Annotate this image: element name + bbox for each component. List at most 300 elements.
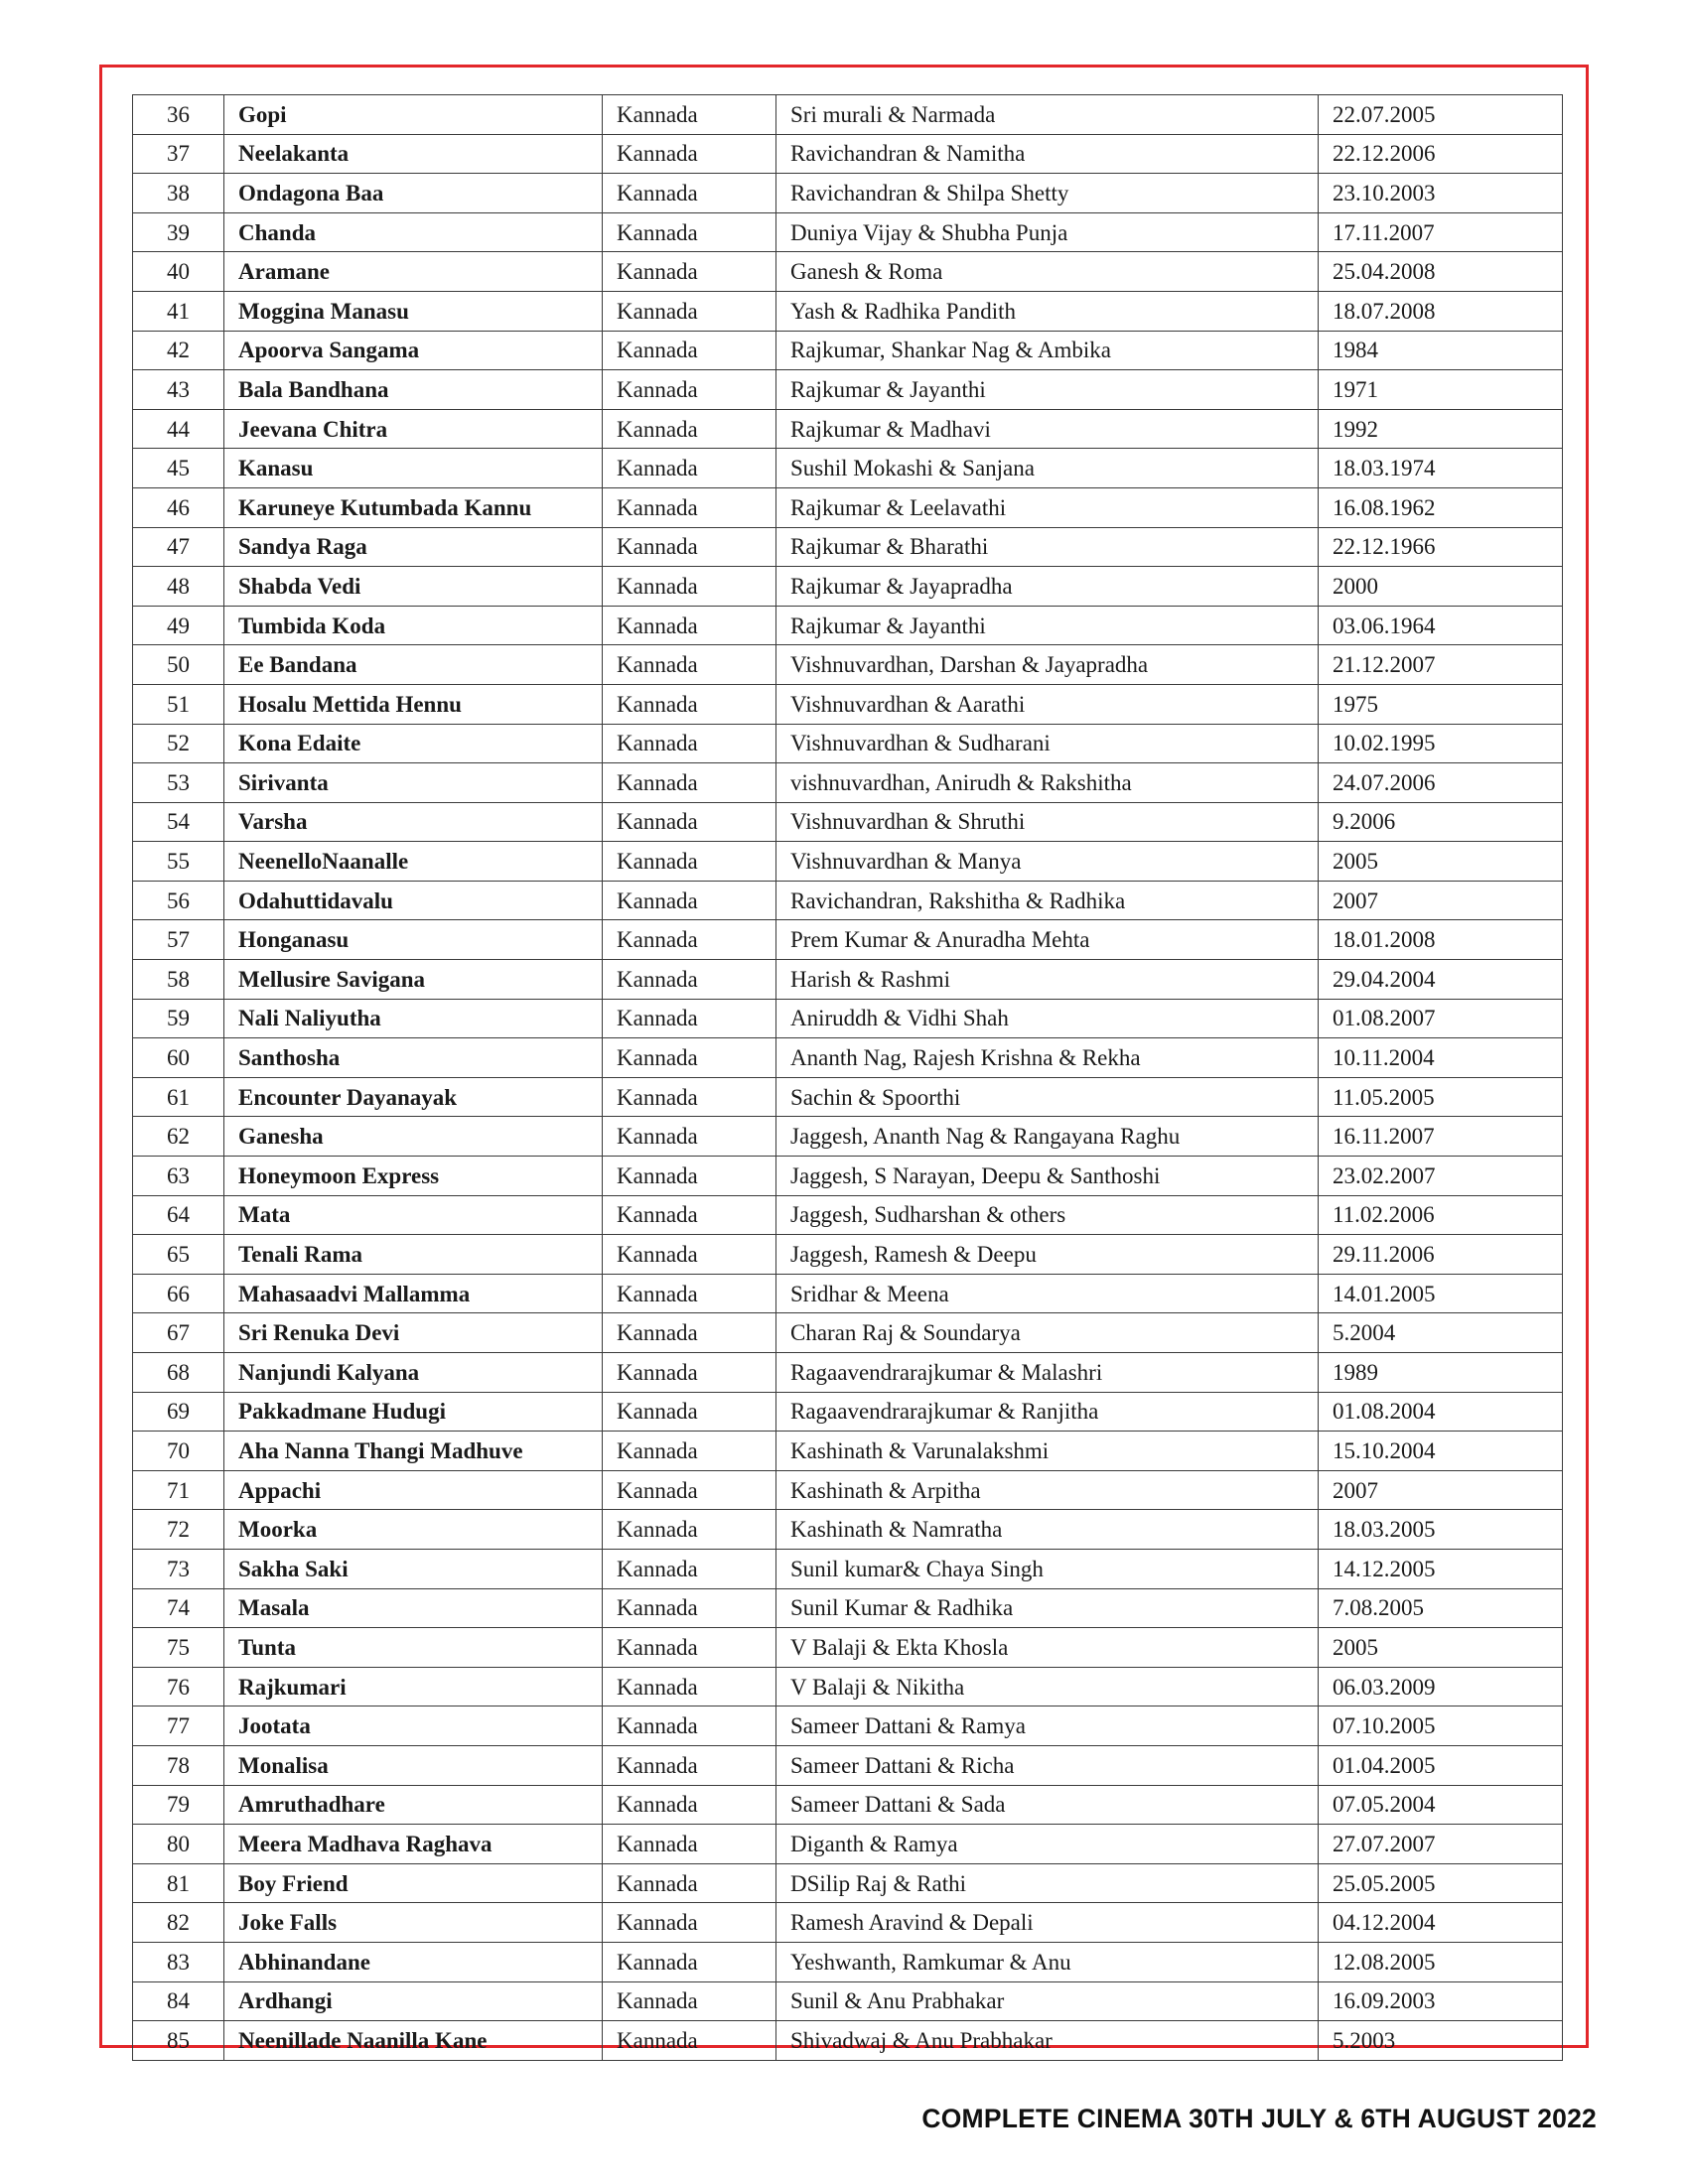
- cell-release-date: 1971: [1319, 370, 1563, 410]
- table-row: [133, 1863, 1563, 1903]
- table-row: [133, 1549, 1563, 1588]
- table-row: [133, 1628, 1563, 1668]
- cell-film-title: Mahasaadvi Mallamma: [224, 1274, 603, 1313]
- cell-serial-number: 81: [133, 1863, 224, 1903]
- cell-release-date: 9.2006: [1319, 802, 1563, 842]
- cell-cast: Sri murali & Narmada: [776, 95, 1319, 135]
- cell-film-title: Sandya Raga: [224, 527, 603, 567]
- cell-film-title: Moggina Manasu: [224, 291, 603, 331]
- cell-serial-number: 49: [133, 606, 224, 645]
- cell-release-date: 25.04.2008: [1319, 252, 1563, 292]
- cell-language: Kannada: [603, 999, 776, 1038]
- cell-film-title: Apoorva Sangama: [224, 331, 603, 370]
- table-row: [133, 1313, 1563, 1353]
- cell-language: Kannada: [603, 1785, 776, 1825]
- film-list-table: [132, 94, 1563, 2061]
- cell-film-title: Gopi: [224, 95, 603, 135]
- cell-language: Kannada: [603, 1038, 776, 1078]
- cell-film-title: Pakkadmane Hudugi: [224, 1392, 603, 1432]
- cell-serial-number: 69: [133, 1392, 224, 1432]
- cell-release-date: 22.12.2006: [1319, 134, 1563, 174]
- table-row: [133, 1077, 1563, 1117]
- table-row: [133, 95, 1563, 135]
- cell-language: Kannada: [603, 881, 776, 920]
- cell-film-title: Masala: [224, 1588, 603, 1628]
- table-row: [133, 1157, 1563, 1196]
- cell-cast: Rajkumar & Jayapradha: [776, 567, 1319, 607]
- cell-cast: Jaggesh, Sudharshan & others: [776, 1195, 1319, 1235]
- cell-film-title: Jeevana Chitra: [224, 409, 603, 449]
- cell-film-title: Nali Naliyutha: [224, 999, 603, 1038]
- cell-release-date: 16.11.2007: [1319, 1117, 1563, 1157]
- cell-cast: Rajkumar, Shankar Nag & Ambika: [776, 331, 1319, 370]
- cell-language: Kannada: [603, 1863, 776, 1903]
- cell-language: Kannada: [603, 724, 776, 763]
- cell-serial-number: 52: [133, 724, 224, 763]
- cell-film-title: Varsha: [224, 802, 603, 842]
- cell-release-date: 1989: [1319, 1353, 1563, 1393]
- table-row: [133, 1235, 1563, 1275]
- cell-serial-number: 75: [133, 1628, 224, 1668]
- cell-release-date: 2007: [1319, 881, 1563, 920]
- cell-serial-number: 73: [133, 1549, 224, 1588]
- cell-release-date: 07.05.2004: [1319, 1785, 1563, 1825]
- cell-release-date: 10.02.1995: [1319, 724, 1563, 763]
- cell-release-date: 27.07.2007: [1319, 1825, 1563, 1864]
- cell-language: Kannada: [603, 487, 776, 527]
- cell-cast: Ganesh & Roma: [776, 252, 1319, 292]
- cell-language: Kannada: [603, 763, 776, 803]
- cell-film-title: Sirivanta: [224, 763, 603, 803]
- cell-serial-number: 45: [133, 449, 224, 488]
- cell-language: Kannada: [603, 1588, 776, 1628]
- cell-film-title: Tunta: [224, 1628, 603, 1668]
- cell-language: Kannada: [603, 1432, 776, 1471]
- table-row: [133, 1392, 1563, 1432]
- table-row: [133, 1667, 1563, 1706]
- cell-language: Kannada: [603, 1313, 776, 1353]
- cell-film-title: Appachi: [224, 1470, 603, 1510]
- cell-language: Kannada: [603, 606, 776, 645]
- table-row: [133, 1195, 1563, 1235]
- cell-language: Kannada: [603, 95, 776, 135]
- cell-release-date: 29.04.2004: [1319, 960, 1563, 1000]
- table-row: [133, 1117, 1563, 1157]
- cell-film-title: Amruthadhare: [224, 1785, 603, 1825]
- cell-film-title: Sakha Saki: [224, 1549, 603, 1588]
- cell-film-title: Neelakanta: [224, 134, 603, 174]
- cell-language: Kannada: [603, 1392, 776, 1432]
- cell-cast: Ravichandran & Shilpa Shetty: [776, 174, 1319, 213]
- cell-serial-number: 47: [133, 527, 224, 567]
- table-row: [133, 134, 1563, 174]
- cell-cast: Sunil kumar& Chaya Singh: [776, 1549, 1319, 1588]
- cell-serial-number: 83: [133, 1942, 224, 1981]
- cell-release-date: 24.07.2006: [1319, 763, 1563, 803]
- cell-film-title: Monalisa: [224, 1745, 603, 1785]
- cell-film-title: Mellusire Savigana: [224, 960, 603, 1000]
- cell-release-date: 1984: [1319, 331, 1563, 370]
- table-row: [133, 331, 1563, 370]
- cell-film-title: Boy Friend: [224, 1863, 603, 1903]
- cell-release-date: 18.01.2008: [1319, 920, 1563, 960]
- cell-cast: Rajkumar & Madhavi: [776, 409, 1319, 449]
- cell-serial-number: 42: [133, 331, 224, 370]
- cell-serial-number: 40: [133, 252, 224, 292]
- cell-film-title: Odahuttidavalu: [224, 881, 603, 920]
- cell-language: Kannada: [603, 1117, 776, 1157]
- table-row: [133, 1510, 1563, 1550]
- cell-cast: Sushil Mokashi & Sanjana: [776, 449, 1319, 488]
- cell-serial-number: 79: [133, 1785, 224, 1825]
- cell-serial-number: 38: [133, 174, 224, 213]
- table-row: [133, 1274, 1563, 1313]
- table-row: [133, 1353, 1563, 1393]
- cell-film-title: Sri Renuka Devi: [224, 1313, 603, 1353]
- cell-cast: Duniya Vijay & Shubha Punja: [776, 212, 1319, 252]
- cell-release-date: 5.2004: [1319, 1313, 1563, 1353]
- cell-cast: Ananth Nag, Rajesh Krishna & Rekha: [776, 1038, 1319, 1078]
- cell-serial-number: 53: [133, 763, 224, 803]
- cell-cast: Vishnuvardhan, Darshan & Jayapradha: [776, 645, 1319, 685]
- cell-film-title: Joke Falls: [224, 1903, 603, 1943]
- cell-cast: Sameer Dattani & Sada: [776, 1785, 1319, 1825]
- cell-serial-number: 66: [133, 1274, 224, 1313]
- cell-film-title: Tenali Rama: [224, 1235, 603, 1275]
- cell-release-date: 22.12.1966: [1319, 527, 1563, 567]
- cell-language: Kannada: [603, 527, 776, 567]
- cell-release-date: 10.11.2004: [1319, 1038, 1563, 1078]
- cell-language: Kannada: [603, 1981, 776, 2021]
- cell-language: Kannada: [603, 291, 776, 331]
- cell-cast: V Balaji & Nikitha: [776, 1667, 1319, 1706]
- table-row: [133, 684, 1563, 724]
- table-row: [133, 370, 1563, 410]
- cell-language: Kannada: [603, 1942, 776, 1981]
- table-row: [133, 645, 1563, 685]
- cell-serial-number: 50: [133, 645, 224, 685]
- cell-language: Kannada: [603, 409, 776, 449]
- cell-serial-number: 46: [133, 487, 224, 527]
- cell-cast: Ragaavendrarajkumar & Malashri: [776, 1353, 1319, 1393]
- cell-film-title: Chanda: [224, 212, 603, 252]
- table-row: [133, 920, 1563, 960]
- cell-film-title: Neenillade Naanilla Kane: [224, 2021, 603, 2061]
- cell-serial-number: 43: [133, 370, 224, 410]
- cell-film-title: Mata: [224, 1195, 603, 1235]
- table-row: [133, 1588, 1563, 1628]
- cell-serial-number: 67: [133, 1313, 224, 1353]
- cell-film-title: Abhinandane: [224, 1942, 603, 1981]
- cell-cast: Rajkumar & Leelavathi: [776, 487, 1319, 527]
- cell-release-date: 17.11.2007: [1319, 212, 1563, 252]
- cell-language: Kannada: [603, 842, 776, 882]
- cell-language: Kannada: [603, 1903, 776, 1943]
- table-row: [133, 1432, 1563, 1471]
- cell-film-title: Hosalu Mettida Hennu: [224, 684, 603, 724]
- cell-cast: Aniruddh & Vidhi Shah: [776, 999, 1319, 1038]
- cell-cast: Vishnuvardhan & Sudharani: [776, 724, 1319, 763]
- cell-cast: DSilip Raj & Rathi: [776, 1863, 1319, 1903]
- cell-serial-number: 78: [133, 1745, 224, 1785]
- cell-cast: V Balaji & Ekta Khosla: [776, 1628, 1319, 1668]
- table-row: [133, 724, 1563, 763]
- cell-film-title: Aha Nanna Thangi Madhuve: [224, 1432, 603, 1471]
- cell-language: Kannada: [603, 331, 776, 370]
- table-row: [133, 999, 1563, 1038]
- cell-serial-number: 70: [133, 1432, 224, 1471]
- cell-release-date: 14.12.2005: [1319, 1549, 1563, 1588]
- cell-release-date: 06.03.2009: [1319, 1667, 1563, 1706]
- cell-serial-number: 60: [133, 1038, 224, 1078]
- cell-cast: Kashinath & Varunalakshmi: [776, 1432, 1319, 1471]
- cell-serial-number: 56: [133, 881, 224, 920]
- cell-cast: Yash & Radhika Pandith: [776, 291, 1319, 331]
- cell-language: Kannada: [603, 252, 776, 292]
- cell-language: Kannada: [603, 134, 776, 174]
- cell-release-date: 2000: [1319, 567, 1563, 607]
- cell-release-date: 25.05.2005: [1319, 1863, 1563, 1903]
- cell-serial-number: 54: [133, 802, 224, 842]
- cell-film-title: Honganasu: [224, 920, 603, 960]
- cell-language: Kannada: [603, 1157, 776, 1196]
- cell-cast: Vishnuvardhan & Aarathi: [776, 684, 1319, 724]
- cell-cast: Ramesh Aravind & Depali: [776, 1903, 1319, 1943]
- cell-serial-number: 51: [133, 684, 224, 724]
- cell-language: Kannada: [603, 370, 776, 410]
- cell-film-title: Kanasu: [224, 449, 603, 488]
- cell-film-title: Ee Bandana: [224, 645, 603, 685]
- cell-serial-number: 63: [133, 1157, 224, 1196]
- cell-serial-number: 44: [133, 409, 224, 449]
- cell-release-date: 1992: [1319, 409, 1563, 449]
- cell-film-title: Tumbida Koda: [224, 606, 603, 645]
- cell-release-date: 5.2003: [1319, 2021, 1563, 2061]
- cell-film-title: Aramane: [224, 252, 603, 292]
- cell-release-date: 11.05.2005: [1319, 1077, 1563, 1117]
- cell-cast: Jaggesh, Ramesh & Deepu: [776, 1235, 1319, 1275]
- cell-release-date: 23.02.2007: [1319, 1157, 1563, 1196]
- cell-release-date: 7.08.2005: [1319, 1588, 1563, 1628]
- cell-cast: Charan Raj & Soundarya: [776, 1313, 1319, 1353]
- cell-cast: Shivadwaj & Anu Prabhakar: [776, 2021, 1319, 2061]
- table-row: [133, 1825, 1563, 1864]
- cell-film-title: Honeymoon Express: [224, 1157, 603, 1196]
- cell-release-date: 21.12.2007: [1319, 645, 1563, 685]
- table-row: [133, 1981, 1563, 2021]
- cell-cast: Yeshwanth, Ramkumar & Anu: [776, 1942, 1319, 1981]
- table-row: [133, 212, 1563, 252]
- cell-release-date: 03.06.1964: [1319, 606, 1563, 645]
- cell-film-title: Ardhangi: [224, 1981, 603, 2021]
- cell-film-title: Kona Edaite: [224, 724, 603, 763]
- cell-film-title: Karuneye Kutumbada Kannu: [224, 487, 603, 527]
- cell-film-title: Shabda Vedi: [224, 567, 603, 607]
- cell-release-date: 2007: [1319, 1470, 1563, 1510]
- cell-film-title: Jootata: [224, 1706, 603, 1746]
- cell-serial-number: 76: [133, 1667, 224, 1706]
- cell-cast: Diganth & Ramya: [776, 1825, 1319, 1864]
- cell-language: Kannada: [603, 1825, 776, 1864]
- cell-release-date: 18.07.2008: [1319, 291, 1563, 331]
- cell-language: Kannada: [603, 802, 776, 842]
- cell-cast: Sameer Dattani & Ramya: [776, 1706, 1319, 1746]
- table-row: [133, 291, 1563, 331]
- cell-serial-number: 48: [133, 567, 224, 607]
- film-list-body: [133, 95, 1563, 2061]
- cell-release-date: 29.11.2006: [1319, 1235, 1563, 1275]
- cell-cast: Ravichandran, Rakshitha & Radhika: [776, 881, 1319, 920]
- cell-language: Kannada: [603, 212, 776, 252]
- cell-release-date: 2005: [1319, 842, 1563, 882]
- cell-language: Kannada: [603, 645, 776, 685]
- table-row: [133, 606, 1563, 645]
- cell-language: Kannada: [603, 1470, 776, 1510]
- cell-serial-number: 80: [133, 1825, 224, 1864]
- cell-release-date: 18.03.2005: [1319, 1510, 1563, 1550]
- cell-release-date: 1975: [1319, 684, 1563, 724]
- cell-language: Kannada: [603, 1628, 776, 1668]
- cell-cast: Jaggesh, Ananth Nag & Rangayana Raghu: [776, 1117, 1319, 1157]
- table-row: [133, 174, 1563, 213]
- cell-cast: Sameer Dattani & Richa: [776, 1745, 1319, 1785]
- cell-film-title: Ondagona Baa: [224, 174, 603, 213]
- cell-serial-number: 59: [133, 999, 224, 1038]
- table-row: [133, 567, 1563, 607]
- cell-release-date: 01.04.2005: [1319, 1745, 1563, 1785]
- table-row: [133, 842, 1563, 882]
- cell-cast: Kashinath & Namratha: [776, 1510, 1319, 1550]
- cell-cast: Rajkumar & Bharathi: [776, 527, 1319, 567]
- table-row: [133, 1038, 1563, 1078]
- cell-serial-number: 58: [133, 960, 224, 1000]
- cell-film-title: Meera Madhava Raghava: [224, 1825, 603, 1864]
- cell-cast: Ravichandran & Namitha: [776, 134, 1319, 174]
- cell-cast: Sachin & Spoorthi: [776, 1077, 1319, 1117]
- cell-film-title: Moorka: [224, 1510, 603, 1550]
- cell-serial-number: 85: [133, 2021, 224, 2061]
- table-row: [133, 1470, 1563, 1510]
- cell-serial-number: 68: [133, 1353, 224, 1393]
- cell-language: Kannada: [603, 1667, 776, 1706]
- cell-serial-number: 72: [133, 1510, 224, 1550]
- cell-release-date: 07.10.2005: [1319, 1706, 1563, 1746]
- cell-language: Kannada: [603, 174, 776, 213]
- cell-film-title: Encounter Dayanayak: [224, 1077, 603, 1117]
- footer-title: COMPLETE CINEMA 30TH JULY & 6TH AUGUST 2022: [921, 2104, 1597, 2133]
- cell-film-title: Santhosha: [224, 1038, 603, 1078]
- cell-language: Kannada: [603, 1274, 776, 1313]
- cell-language: Kannada: [603, 1549, 776, 1588]
- cell-serial-number: 37: [133, 134, 224, 174]
- cell-cast: Rajkumar & Jayanthi: [776, 370, 1319, 410]
- cell-language: Kannada: [603, 1353, 776, 1393]
- cell-film-title: Bala Bandhana: [224, 370, 603, 410]
- cell-serial-number: 39: [133, 212, 224, 252]
- cell-release-date: 23.10.2003: [1319, 174, 1563, 213]
- table-row: [133, 252, 1563, 292]
- cell-cast: Rajkumar & Jayanthi: [776, 606, 1319, 645]
- table-row: [133, 527, 1563, 567]
- table-row: [133, 960, 1563, 1000]
- cell-cast: Sunil & Anu Prabhakar: [776, 1981, 1319, 2021]
- cell-serial-number: 61: [133, 1077, 224, 1117]
- cell-release-date: 11.02.2006: [1319, 1195, 1563, 1235]
- table-row: [133, 409, 1563, 449]
- cell-serial-number: 57: [133, 920, 224, 960]
- cell-release-date: 01.08.2004: [1319, 1392, 1563, 1432]
- cell-serial-number: 74: [133, 1588, 224, 1628]
- cell-film-title: Nanjundi Kalyana: [224, 1353, 603, 1393]
- table-row: [133, 1785, 1563, 1825]
- cell-language: Kannada: [603, 1195, 776, 1235]
- cell-film-title: NeenelloNaanalle: [224, 842, 603, 882]
- table-row: [133, 881, 1563, 920]
- table-row: [133, 1745, 1563, 1785]
- cell-serial-number: 62: [133, 1117, 224, 1157]
- cell-serial-number: 65: [133, 1235, 224, 1275]
- cell-release-date: 22.07.2005: [1319, 95, 1563, 135]
- cell-cast: Prem Kumar & Anuradha Mehta: [776, 920, 1319, 960]
- cell-language: Kannada: [603, 1077, 776, 1117]
- cell-cast: Harish & Rashmi: [776, 960, 1319, 1000]
- table-row: [133, 2021, 1563, 2061]
- cell-language: Kannada: [603, 1235, 776, 1275]
- cell-cast: Jaggesh, S Narayan, Deepu & Santhoshi: [776, 1157, 1319, 1196]
- cell-serial-number: 55: [133, 842, 224, 882]
- cell-release-date: 04.12.2004: [1319, 1903, 1563, 1943]
- table-row: [133, 1942, 1563, 1981]
- cell-release-date: 14.01.2005: [1319, 1274, 1563, 1313]
- cell-serial-number: 82: [133, 1903, 224, 1943]
- cell-serial-number: 71: [133, 1470, 224, 1510]
- cell-cast: vishnuvardhan, Anirudh & Rakshitha: [776, 763, 1319, 803]
- cell-release-date: 15.10.2004: [1319, 1432, 1563, 1471]
- cell-cast: Kashinath & Arpitha: [776, 1470, 1319, 1510]
- table-row: [133, 449, 1563, 488]
- table-row: [133, 763, 1563, 803]
- cell-language: Kannada: [603, 920, 776, 960]
- cell-cast: Vishnuvardhan & Manya: [776, 842, 1319, 882]
- cell-serial-number: 64: [133, 1195, 224, 1235]
- cell-serial-number: 41: [133, 291, 224, 331]
- table-row: [133, 802, 1563, 842]
- cell-language: Kannada: [603, 960, 776, 1000]
- cell-release-date: 12.08.2005: [1319, 1942, 1563, 1981]
- cell-release-date: 16.09.2003: [1319, 1981, 1563, 2021]
- cell-language: Kannada: [603, 2021, 776, 2061]
- cell-film-title: Rajkumari: [224, 1667, 603, 1706]
- cell-cast: Sridhar & Meena: [776, 1274, 1319, 1313]
- cell-serial-number: 36: [133, 95, 224, 135]
- table-row: [133, 1706, 1563, 1746]
- cell-release-date: 16.08.1962: [1319, 487, 1563, 527]
- cell-release-date: 01.08.2007: [1319, 999, 1563, 1038]
- cell-language: Kannada: [603, 567, 776, 607]
- cell-language: Kannada: [603, 449, 776, 488]
- cell-cast: Sunil Kumar & Radhika: [776, 1588, 1319, 1628]
- cell-release-date: 18.03.1974: [1319, 449, 1563, 488]
- cell-language: Kannada: [603, 1745, 776, 1785]
- cell-release-date: 2005: [1319, 1628, 1563, 1668]
- table-row: [133, 1903, 1563, 1943]
- cell-film-title: Ganesha: [224, 1117, 603, 1157]
- table-row: [133, 487, 1563, 527]
- cell-serial-number: 84: [133, 1981, 224, 2021]
- cell-cast: Ragaavendrarajkumar & Ranjitha: [776, 1392, 1319, 1432]
- cell-language: Kannada: [603, 1510, 776, 1550]
- cell-language: Kannada: [603, 684, 776, 724]
